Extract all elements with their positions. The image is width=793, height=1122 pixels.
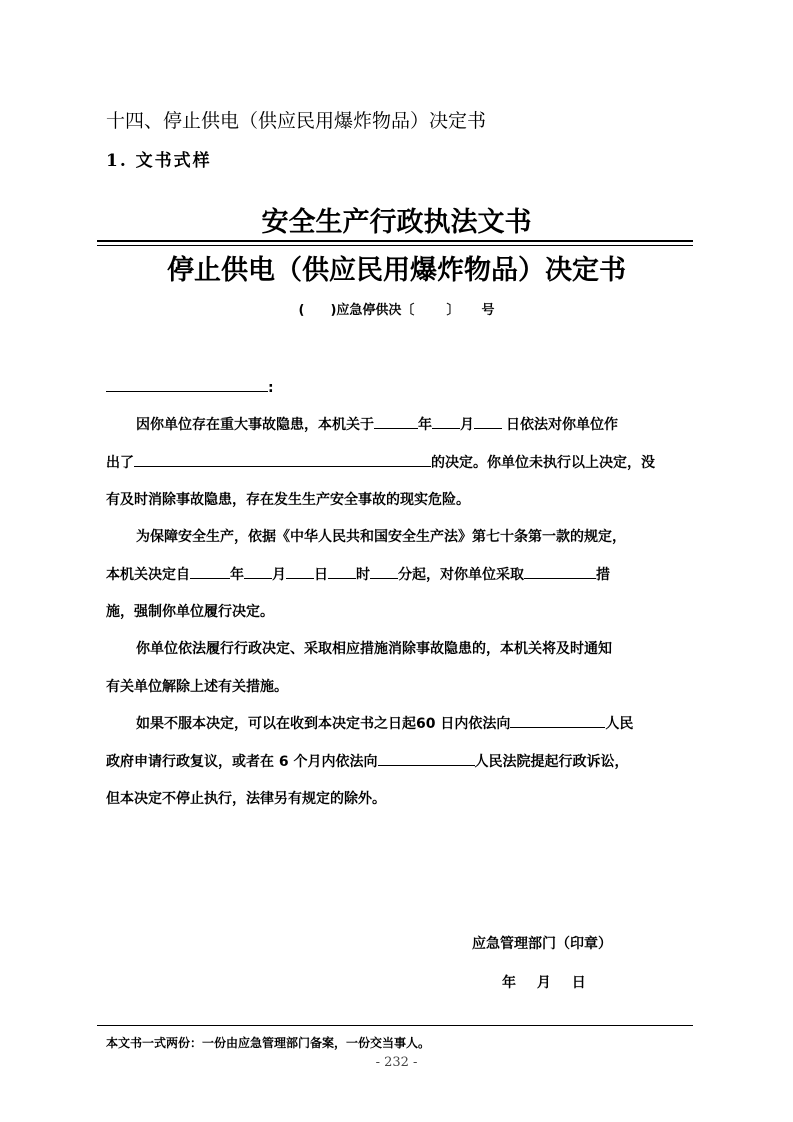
addressee-line [106, 377, 274, 396]
p4-text-d: 人民法院提起行政诉讼， [474, 754, 629, 770]
footer-note: 本文书一式两份：一份由应急管理部门备案，一份交当事人。 [106, 1036, 431, 1050]
p1-text-e: 出了 [106, 455, 134, 471]
paragraph-4-line-3 [106, 788, 386, 808]
p1-blank-month[interactable] [432, 414, 460, 429]
title-divider [97, 240, 693, 246]
p2-text-h: 措 [596, 567, 610, 583]
p1-text-d: 日依法对你单位作 [506, 417, 618, 433]
p2-text-day: 日 [314, 567, 328, 583]
doc-number-suffix: 号 [481, 303, 495, 318]
p4-text-e: 但本决定不停止执行，法律另有规定的除外。 [106, 791, 386, 807]
paragraph-4-line-2 [106, 751, 629, 771]
signature-department: 应急管理部门（印章） [472, 936, 612, 952]
paragraph-3-line-1 [136, 638, 612, 658]
p2-text-month: 月 [272, 567, 286, 583]
p2-text-a: 为保障安全生产，依据《中华人民共和国安全生产法》第七十条第一款的规定， [136, 529, 626, 545]
p1-text-year: 年 [418, 417, 432, 433]
p4-blank-government[interactable] [510, 713, 605, 728]
p1-text-month: 月 [460, 417, 474, 433]
p4-text-a: 如果不服本决定，可以在收到本决定书之日起60 日内依法向 [136, 716, 511, 732]
signature-date: 年 月 日 [502, 975, 586, 991]
footer-divider [97, 1025, 693, 1026]
document-number [0, 299, 793, 318]
p2-text-b: 本机关决定自 [106, 567, 190, 583]
p1-text-f: 的决定。你单位未执行以上决定，没 [431, 455, 655, 471]
p3-text-a: 你单位依法履行行政决定、采取相应措施消除事故隐患的，本机关将及时通知 [136, 641, 612, 657]
p2-text-i: 施，强制你单位履行决定。 [106, 604, 274, 620]
p2-blank-month[interactable] [244, 564, 272, 579]
p2-blank-year[interactable] [190, 564, 230, 579]
paragraph-2-line-3 [106, 601, 274, 621]
doc-number-close: 〕 [446, 303, 460, 318]
document-title: 停止供电（供应民用爆炸物品）决定书 [167, 255, 626, 286]
p2-blank-measure[interactable] [524, 564, 596, 579]
paragraph-2-line-1 [136, 526, 626, 546]
addressee-colon: : [268, 380, 274, 396]
paragraph-1-line-2 [106, 452, 655, 472]
paragraph-4-line-1 [136, 713, 633, 733]
p4-blank-court[interactable] [378, 751, 475, 766]
p3-text-b: 有关单位解除上述有关措施。 [106, 679, 288, 695]
page-number: - 232 - [375, 1055, 418, 1070]
paragraph-3-line-2 [106, 676, 288, 696]
doc-number-mid: )应急停供决〔 [330, 303, 415, 318]
doc-number-open: ( [298, 303, 305, 318]
p2-blank-day[interactable] [286, 564, 314, 579]
p2-text-year: 年 [230, 567, 244, 583]
p1-blank-day[interactable] [474, 414, 502, 429]
p1-blank-year[interactable] [374, 414, 418, 429]
p2-text-g: 分起，对你单位采取 [398, 567, 524, 583]
addressee-blank[interactable] [106, 377, 268, 392]
p4-text-b: 人民 [605, 716, 634, 732]
p4-text-c: 政府申请行政复议，或者在 6 个月内依法向 [106, 754, 378, 770]
p2-blank-minute[interactable] [370, 564, 398, 579]
paragraph-2-line-2 [106, 564, 610, 584]
document-category-title: 安全生产行政执法文书 [261, 207, 532, 238]
paragraph-1-line-1 [136, 414, 618, 434]
section-heading: 十四、停止供电（供应民用爆炸物品）决定书 [106, 110, 487, 132]
p1-text-g: 有及时消除事故隐患，存在发生生产安全事故的现实危险。 [106, 492, 470, 508]
p1-text-a: 因你单位存在重大事故隐患，本机关于 [136, 417, 374, 433]
paragraph-1-line-3 [106, 489, 470, 509]
p2-blank-hour[interactable] [328, 564, 356, 579]
p2-text-hour: 时 [356, 567, 370, 583]
p1-blank-decision[interactable] [134, 452, 431, 467]
sub-heading: 1. 文书式样 [106, 151, 212, 171]
